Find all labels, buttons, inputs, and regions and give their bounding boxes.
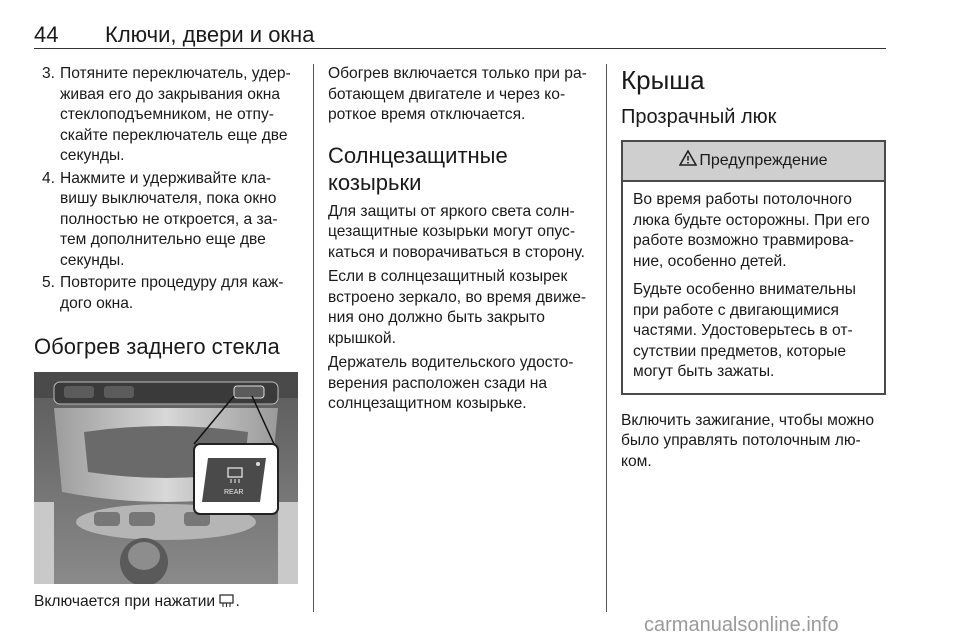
- rear-button-label: REAR: [224, 489, 244, 496]
- defrost-note: Обогрев включается только при работающем двигателе и через короткое время отключается.: [328, 65, 587, 123]
- steps-list: [34, 64, 298, 314]
- step-text: Нажмите и удерживайте клавишу выключателя, пока окно полностью не откроется, а затем дополнительно еще две секунды.: [60, 169, 278, 269]
- figure-caption: Включается при нажатии .: [34, 593, 240, 610]
- paragraph: Для защиты от яркого света солнцезащитные козырьки могут опускаться и поворачиваться в сторону.: [328, 202, 585, 261]
- subsection-title-sunroof: Прозрачный люк: [621, 106, 777, 128]
- warning-paragraph: Во время работы потолочного люка будьте осторожны. При его работе возможно травмирование, особенно детей.: [633, 191, 870, 270]
- step-number: 5.: [42, 274, 56, 291]
- paragraph: Держатель водительского удостоверения расположен сзади на солнцезащитном козырьке.: [328, 354, 574, 412]
- warning-paragraph: Будьте особенно внимательны при работе с двигающимися частями. Удостоверьтесь в отсутствии предметов, которые могут быть зажаты.: [633, 281, 856, 380]
- column-middle: [328, 64, 592, 419]
- section-title-rear-defrost: Обогрев заднего стекла: [34, 334, 280, 359]
- step-item: [34, 273, 298, 314]
- warning-body: [623, 182, 884, 393]
- warning-triangle-icon: [679, 150, 697, 173]
- column-right: [621, 64, 886, 476]
- watermark: carmanualsonline.info: [644, 614, 839, 636]
- step-number: 3.: [42, 65, 56, 82]
- rear-defrost-icon: [219, 594, 235, 608]
- rear-defrost-figure: [34, 372, 298, 584]
- ignition-note: Включить зажигание, чтобы можно было управлять потолочным люком.: [621, 411, 875, 470]
- warning-header: [623, 142, 884, 182]
- chapter-title: Ключи, двери и окна: [105, 22, 315, 47]
- page-number: 44: [34, 22, 59, 47]
- column-divider: [606, 64, 607, 612]
- step-text: Повторите процедуру для каждого окна.: [60, 274, 284, 312]
- warning-box: [621, 140, 886, 395]
- section-title-roof: Крыша: [621, 65, 705, 95]
- step-item: [34, 169, 298, 272]
- column-divider: [313, 64, 314, 612]
- paragraph: Если в солнцезащитный козырек встроено зеркало, во время движения оно должно быть закрыто крышкой.: [328, 268, 587, 347]
- warning-heading: Предупреждение: [699, 151, 828, 169]
- step-text: Потяните переключатель, удерживая его до закрывания окна стеклоподъемником, не отпускайте переключатель еще две секунды.: [60, 65, 291, 164]
- step-item: [34, 64, 298, 167]
- section-title-sun-visors: Солнцезащитные козырьки: [328, 142, 508, 195]
- page-header: [34, 16, 886, 50]
- console-illustration: [34, 372, 298, 584]
- column-left: [34, 64, 298, 617]
- step-number: 4.: [42, 169, 56, 187]
- header-rule: [34, 48, 886, 49]
